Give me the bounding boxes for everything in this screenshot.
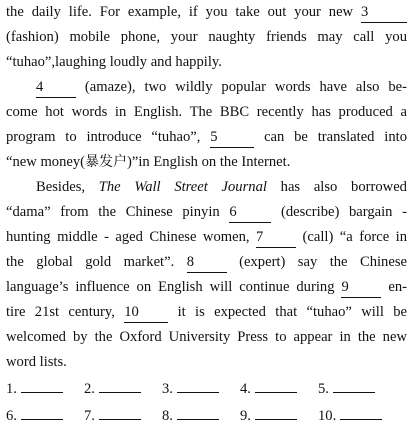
answer-line[interactable] [255,374,297,393]
answer-slot-10[interactable] [318,401,382,429]
answer-number: 5. [318,381,329,397]
answer-slot-3[interactable] [162,374,219,402]
text-line-13 [6,300,407,325]
text-line-15 [6,350,407,375]
text-line-2 [6,25,407,50]
text-line-6 [6,125,407,150]
text-segment: “new money( [6,154,86,170]
text-line-10 [6,225,407,250]
answer-slot-9[interactable] [240,401,297,429]
text-line-8 [36,175,407,200]
text-segment: the daily life. For example, if you take out your new [6,4,354,20]
text-segment: program to introduce “tuhao”, [6,129,201,145]
answer-slot-2[interactable] [84,374,141,402]
publication-title: The Wall Street Journal [98,179,267,195]
text-segment: (fashion) mobile phone, your naughty friends may call you [6,29,407,45]
text-segment: come hot words in English. The BBC recently has produced a [6,104,407,120]
answer-line[interactable] [333,374,375,393]
blank-7[interactable]: 7 [256,227,296,248]
text-segment: language’s influence on English will continue during [6,279,335,295]
text-line-5 [6,100,407,125]
text-line-7 [6,150,407,175]
blank-3[interactable]: 3 [361,2,407,23]
text-segment: hunting middle - aged Chinese women, [6,229,250,245]
chinese-term: 暴发户 [85,154,128,170]
answer-slot-7[interactable] [84,401,141,429]
text-segment: (describe) bargain - [280,204,407,220]
answer-line[interactable] [177,374,219,393]
text-segment: the global gold market”. [6,254,175,270]
answer-slot-6[interactable] [6,401,63,429]
text-line-4 [36,75,407,100]
answer-slot-1[interactable] [6,374,63,402]
answer-number: 6. [6,408,17,424]
answer-line[interactable] [340,401,382,420]
text-segment: welcomed by the Oxford University Press to appear in the new [6,329,407,345]
text-segment: Besides, [36,179,99,195]
text-line-14 [6,325,407,350]
answer-number: 4. [240,381,251,397]
answer-slot-5[interactable] [318,374,375,402]
text-segment: tire 21st century, [6,304,115,320]
answer-slot-4[interactable] [240,374,297,402]
blank-9[interactable]: 9 [341,277,381,298]
answer-slot-8[interactable] [162,401,219,429]
answer-line[interactable] [21,401,63,420]
answer-number: 9. [240,408,251,424]
text-line-3 [6,50,407,75]
text-line-9 [6,200,407,225]
answer-number: 2. [84,381,95,397]
blank-10[interactable]: 10 [124,302,168,323]
text-segment: it is expected that “tuhao” will be [177,304,408,320]
blank-8[interactable]: 8 [187,252,227,273]
text-segment: “dama” from the Chinese pinyin [6,204,220,220]
answer-number: 10. [318,408,337,424]
blank-5[interactable]: 5 [210,127,254,148]
text-segment: )”in English on the Internet. [127,154,291,170]
answer-number: 7. [84,408,95,424]
text-segment: (amaze), two wildly popular words have also be- [84,79,407,95]
answer-number: 1. [6,381,17,397]
text-segment: can be translated into [264,129,407,145]
text-line-11 [6,250,407,275]
text-segment: en- [388,279,408,295]
text-segment: (expert) say the Chinese [239,254,407,270]
answer-line[interactable] [177,401,219,420]
answer-line[interactable] [255,401,297,420]
text-segment: has also borrowed [280,179,407,195]
text-segment: (call) “a force in [302,229,408,245]
blank-6[interactable]: 6 [229,202,271,223]
text-segment: “tuhao”,laughing loudly and happily. [6,54,222,70]
answer-number: 3. [162,381,173,397]
text-line-12 [6,275,407,300]
answer-line[interactable] [99,401,141,420]
answer-line[interactable] [99,374,141,393]
answer-number: 8. [162,408,173,424]
blank-4[interactable]: 4 [36,77,76,98]
text-segment: word lists. [6,354,67,370]
answer-line[interactable] [21,374,63,393]
text-line-1 [6,0,407,25]
